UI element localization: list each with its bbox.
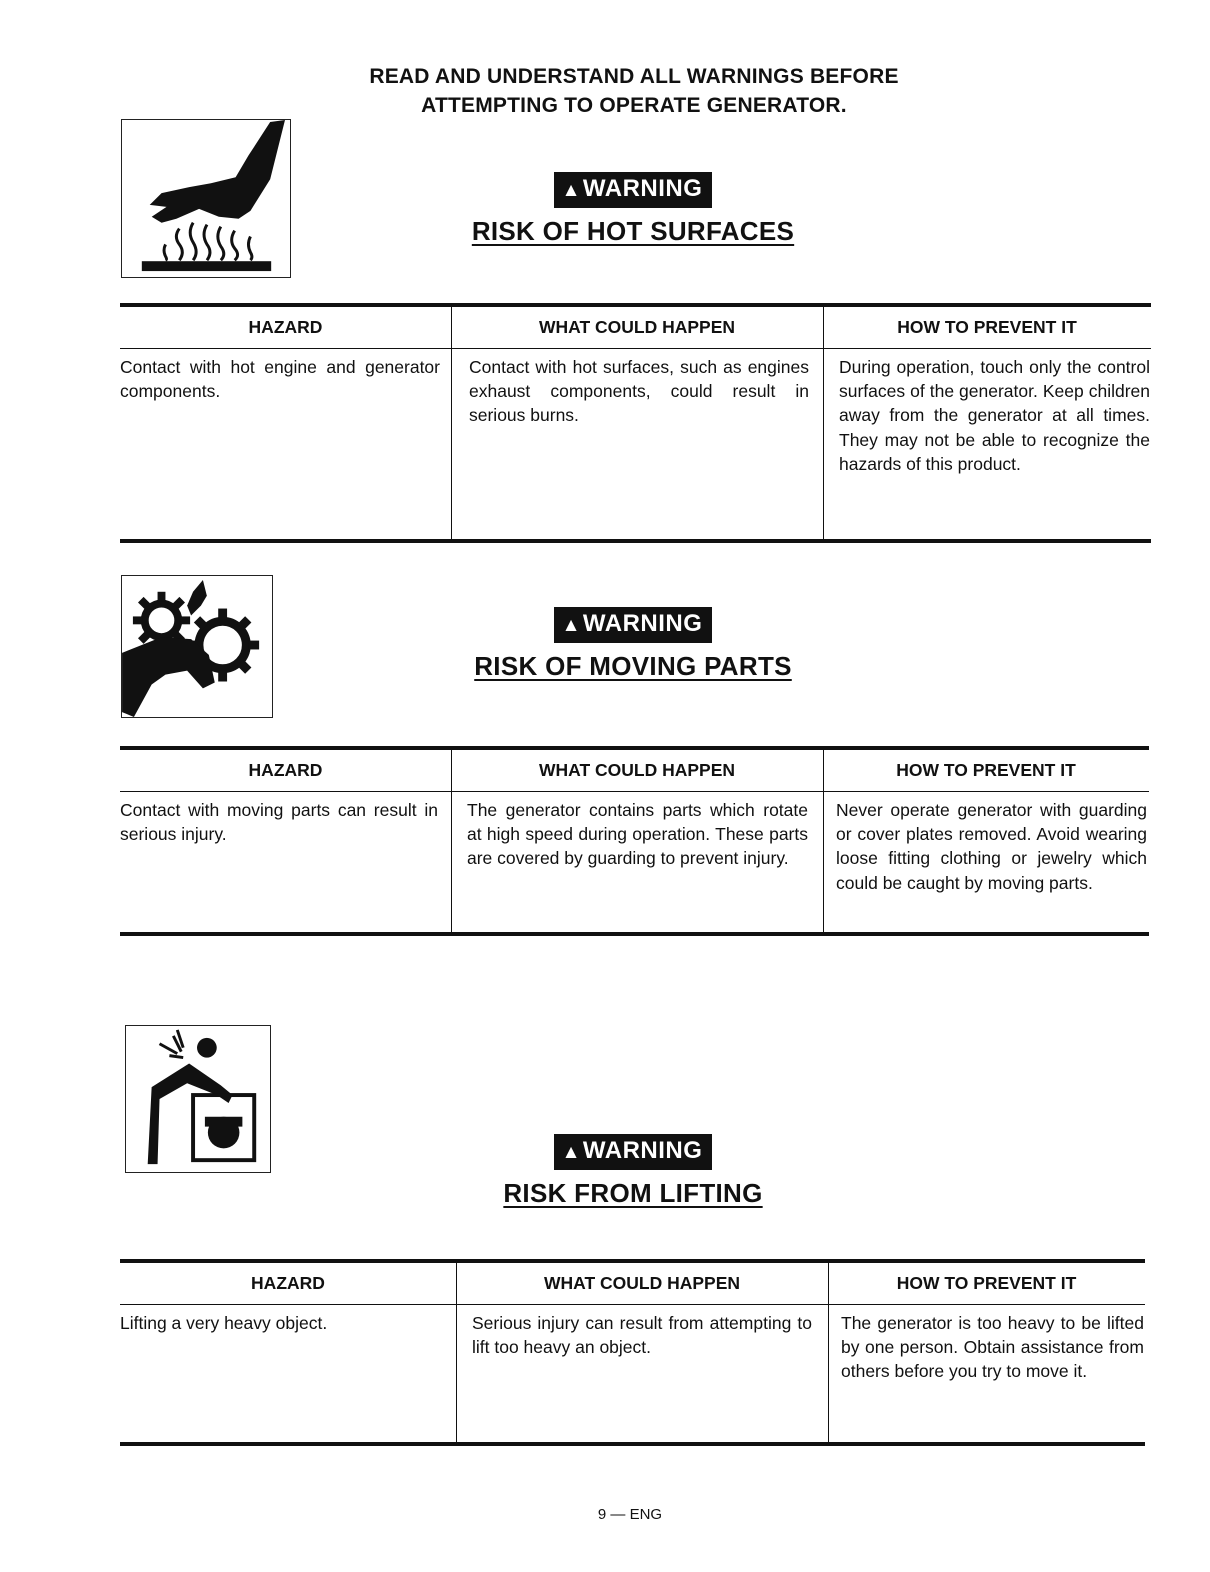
column-header-hazard: HAZARD [251,1273,325,1293]
warning-badge: ▲WARNING [554,172,713,208]
alert-triangle-icon: ▲ [561,1142,581,1163]
cell-what-could-happen: Contact with hot surfaces, such as engines exhaust components, could result in serious burns. [469,357,809,426]
table-header-row [120,1263,1145,1305]
page-header [0,62,1210,120]
warning-block-lifting [438,1134,828,1209]
column-divider [451,750,452,932]
column-header-how-to-prevent: HOW TO PREVENT IT [896,760,1076,780]
warning-title: RISK OF MOVING PARTS [474,651,792,681]
lifting-hazard-icon [125,1025,271,1173]
cell-hazard: Lifting a very heavy object. [120,1313,328,1333]
column-divider [823,750,824,932]
warning-block-moving-parts [438,607,828,682]
hazard-table-moving-parts [120,746,1149,936]
cell-how-to-prevent: Never operate generator with guarding or cover plates removed. Avoid wearing loose fitting clothing or jewelry which could be caught by moving parts. [836,800,1147,893]
header-line-2: ATTEMPTING TO OPERATE GENERATOR. [421,94,847,117]
column-header-what-could-happen: WHAT COULD HAPPEN [538,317,736,337]
column-header-how-to-prevent: HOW TO PREVENT IT [897,317,1077,337]
cell-what-could-happen: The generator contains parts which rotate at high speed during operation. These parts are covered by guarding to prevent injury. [467,800,808,869]
warning-badge: ▲WARNING [554,607,713,643]
hazard-table-hot-surfaces [120,303,1151,543]
column-divider [456,1263,457,1442]
column-header-how-to-prevent: HOW TO PREVENT IT [896,1273,1077,1293]
alert-triangle-icon: ▲ [561,615,581,636]
moving-parts-icon [121,575,273,718]
warning-badge: ▲WARNING [554,1134,713,1170]
cell-how-to-prevent: During operation, touch only the control surfaces of the generator. Keep children away from the generator at all times. They may not be able to recognize the hazards of this product. [839,357,1150,474]
warning-title: RISK FROM LIFTING [503,1178,763,1208]
column-header-hazard: HAZARD [248,760,323,780]
cell-hazard: Contact with hot engine and generator components. [120,357,440,402]
header-line-1: READ AND UNDERSTAND ALL WARNINGS BEFORE [369,65,899,88]
cell-what-could-happen: Serious injury can result from attempting to lift too heavy an object. [472,1313,812,1358]
warning-title: RISK OF HOT SURFACES [471,216,795,246]
cell-hazard: Contact with moving parts can result in serious injury. [120,800,438,845]
column-header-what-could-happen: WHAT COULD HAPPEN [538,760,736,780]
hazard-table-lifting [120,1259,1145,1446]
column-divider [823,307,824,539]
table-header-row [120,750,1149,792]
page-number: 9 — ENG [597,1506,663,1523]
warning-block-hot-surfaces [438,172,828,247]
hot-surface-icon [121,119,291,278]
column-divider [451,307,452,539]
table-header-row [120,307,1151,349]
column-header-what-could-happen: WHAT COULD HAPPEN [543,1273,741,1293]
column-header-hazard: HAZARD [248,317,323,337]
column-divider [828,1263,829,1442]
cell-how-to-prevent: The generator is too heavy to be lifted by one person. Obtain assistance from others before you try to move it. [841,1313,1144,1382]
alert-triangle-icon: ▲ [561,180,581,201]
